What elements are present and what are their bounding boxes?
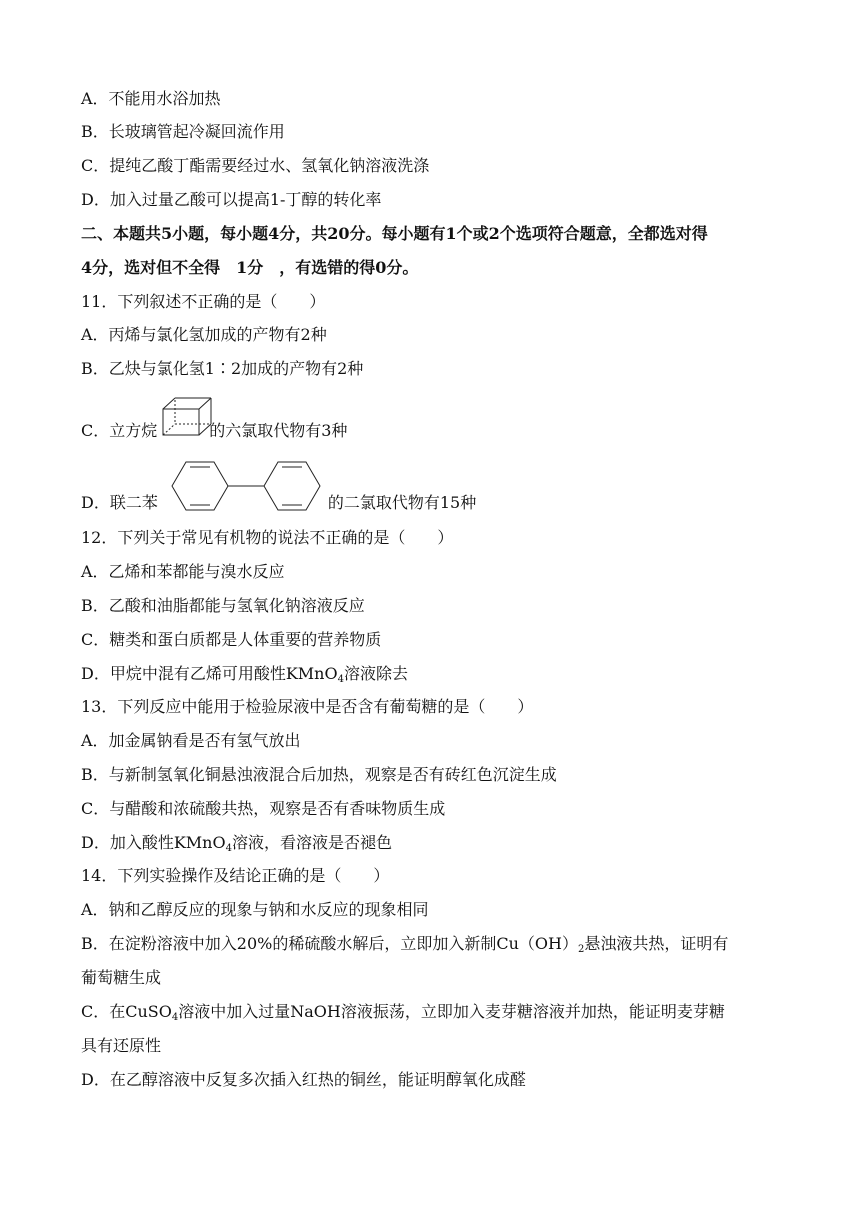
section-header-line1: 二、本题共5小题，每小题4分，共20分。每小题有1个或2个选项符合题意，全都选对得 [81,224,708,243]
q14-option-c [81,1002,725,1022]
q12-option-d-text: D．甲烷中混有乙烯可用酸性KMnO [81,664,338,683]
cubane-structure-icon [160,395,214,439]
q14-option-c-text: C．在CuSO [81,1002,172,1021]
q13-stem: 13．下列反应中能用于检验尿液中是否含有葡萄糖的是（ ） [81,697,534,716]
q12-option-b: B．乙酸和油脂都能与氢氧化钠溶液反应 [81,596,365,615]
q14-option-b [81,934,728,954]
subscript: 4 [337,674,344,685]
q14-stem: 14．下列实验操作及结论正确的是（ ） [81,866,390,885]
q13-option-d-text: D．加入酸性KMnO [81,833,226,852]
q13-option-d [81,833,392,853]
subscript: 2 [577,944,585,955]
q12-option-d-text-end: 溶液除去 [343,664,408,683]
option-a: A．不能用水浴加热 [81,89,221,108]
q11-option-d-prefix: D．联二苯 [81,493,158,512]
q13-option-b: B．与新制氢氧化铜悬浊液混合后加热，观察是否有砖红色沉淀生成 [81,765,557,784]
q13-option-d-text-end: 溶液，看溶液是否褪色 [231,833,392,852]
option-c: C．提纯乙酸丁酯需要经过水、氢氧化钠溶液洗涤 [81,156,430,175]
subscript: 4 [171,1012,179,1023]
subscript: 4 [225,843,232,854]
q11-option-c-prefix: C．立方烷 [81,421,158,440]
q11-option-c-suffix: 的六氯取代物有3种 [209,421,348,440]
q14-option-b-line2: 葡萄糖生成 [81,968,162,987]
q13-option-c: C．与醋酸和浓硫酸共热，观察是否有香味物质生成 [81,799,446,818]
q13-option-a: A．加金属钠看是否有氢气放出 [81,731,301,750]
q14-option-c-line2: 具有还原性 [81,1036,162,1055]
q12-option-c: C．糖类和蛋白质都是人体重要的营养物质 [81,630,382,649]
q14-option-b-text-end: 悬浊液共热，证明有 [584,934,729,953]
q11-stem: 11．下列叙述不正确的是（ ） [81,292,326,311]
q11-option-d-suffix: 的二氯取代物有15种 [327,493,477,512]
q12-stem: 12．下列关于常见有机物的说法不正确的是（ ） [81,528,454,547]
option-d: D．加入过量乙酸可以提高1-丁醇的转化率 [81,190,382,209]
q11-option-c [81,421,347,441]
biphenyl-structure-icon [168,455,328,517]
q14-option-b-text: B．在淀粉溶液中加入20%的稀硫酸水解后，立即加入新制Cu（OH） [81,934,578,953]
q11-option-a: A．丙烯与氯化氢加成的产物有2种 [81,325,327,344]
section-header-line2: 4分，选对但不全得 1分 ，有选错的得0分。 [81,258,419,277]
q14-option-a: A．钠和乙醇反应的现象与钠和水反应的现象相同 [81,900,429,919]
q12-option-a: A．乙烯和苯都能与溴水反应 [81,562,285,581]
q12-option-d [81,664,408,684]
q14-option-d: D．在乙醇溶液中反复多次插入红热的铜丝，能证明醇氧化成醛 [81,1070,526,1089]
q14-option-c-text-end: 溶液中加入过量NaOH溶液振荡，立即加入麦芽糖溶液并加热，能证明麦芽糖 [178,1002,725,1021]
option-b: B．长玻璃管起冷凝回流作用 [81,122,285,141]
q11-option-b: B．乙炔与氯化氢1∶2加成的产物有2种 [81,359,364,378]
